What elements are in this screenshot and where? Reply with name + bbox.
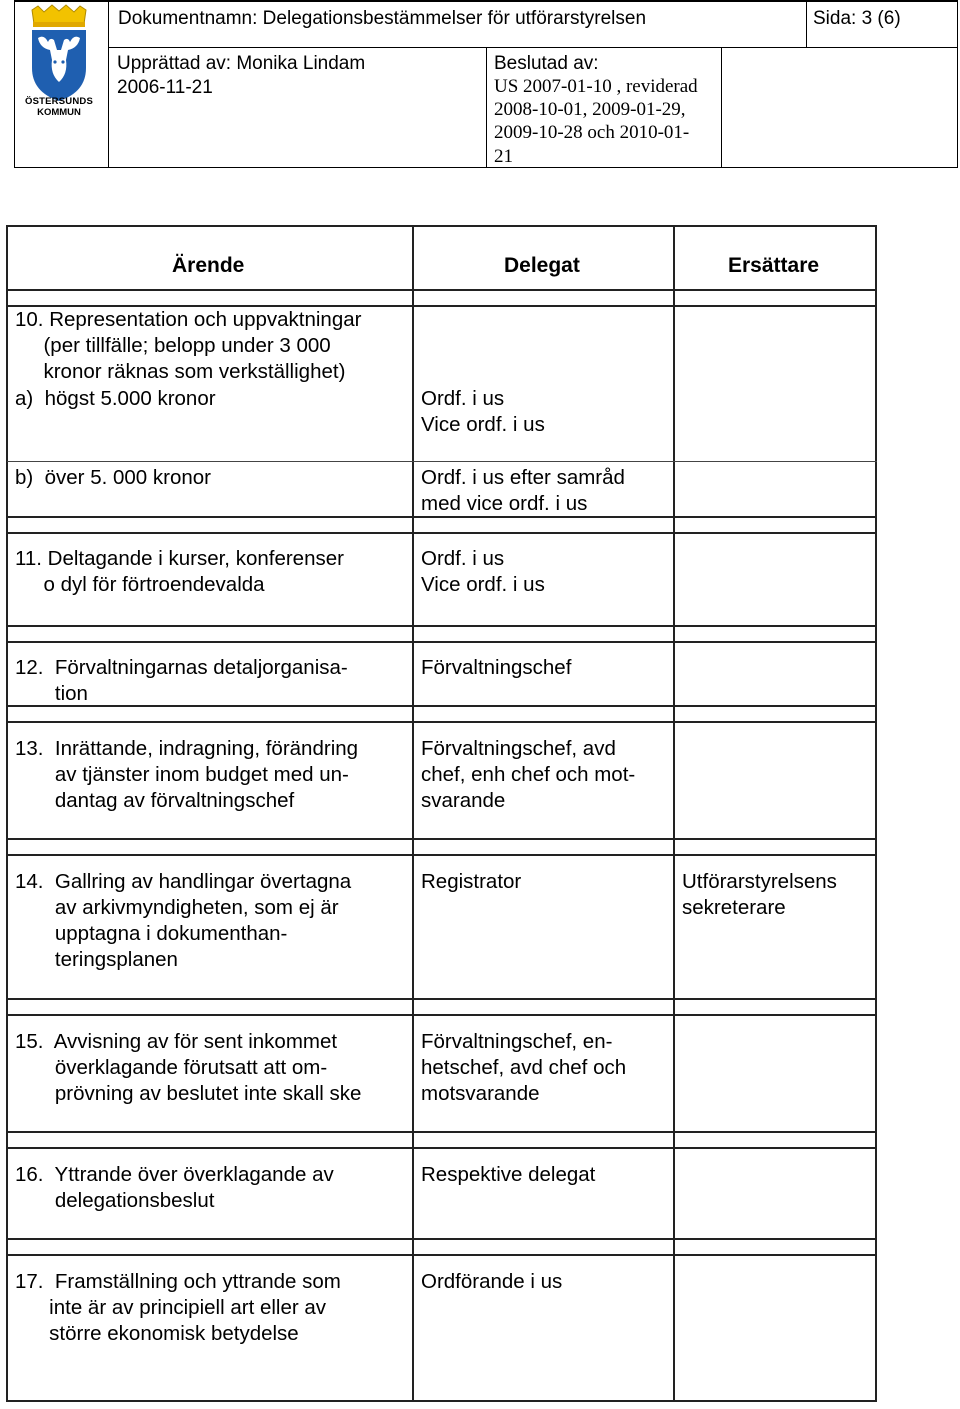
arende-text: tion (15, 682, 88, 705)
arende-text: av arkivmyndigheten, som ej är (15, 896, 339, 919)
arende-text: b) över 5. 000 kronor (15, 466, 211, 489)
arende-text: större ekonomisk betydelse (15, 1322, 299, 1345)
delegat-text: svarande (421, 789, 506, 812)
municipality-logo (24, 4, 94, 120)
arende-text: 14. Gallring av handlingar övertagna (15, 870, 352, 893)
arende-text: 17. Framställning och yttrande som (15, 1270, 341, 1293)
arende-text: kronor räknas som verkställighet) (15, 360, 346, 383)
delegat-text: Respektive delegat (421, 1163, 596, 1186)
delegat-text: hetschef, avd chef och (421, 1056, 627, 1079)
arende-text: 11. Deltagande i kurser, konferenser (15, 547, 344, 570)
delegat-text: Förvaltningschef, en- (421, 1030, 613, 1053)
row-separator (7, 1131, 877, 1149)
arende-text: av tjänster inom budget med un- (15, 763, 349, 786)
header-divider-logo (108, 0, 109, 168)
logo-text-1: ÖSTERSUNDS (25, 96, 93, 107)
col-header-arende: Ärende (172, 254, 245, 277)
header-divider-page (806, 0, 807, 48)
decided-line-3: 2009-10-28 och 2010-01- (494, 122, 690, 143)
delegat-text: chef, enh chef och mot- (421, 763, 636, 786)
delegat-text: med vice ordf. i us (421, 492, 588, 515)
delegat-text: Vice ordf. i us (421, 413, 545, 436)
arende-text: a) högst 5.000 kronor (15, 387, 216, 410)
logo-text-2: KOMMUN (37, 107, 81, 118)
col-divider-2 (673, 225, 675, 1402)
header-divider-right (721, 47, 722, 168)
arende-text: överklagande förutsatt att om- (15, 1056, 328, 1079)
row-separator (7, 998, 877, 1016)
arende-text: o dyl för förtroendevalda (15, 573, 265, 596)
header-border-left (14, 0, 15, 168)
header-divider-row (108, 47, 958, 48)
row-separator (7, 289, 877, 307)
coat-of-arms-icon (24, 4, 94, 104)
header-border-right (957, 0, 958, 168)
header-divider-mid (486, 47, 487, 168)
ersattare-text: Utförarstyrelsens (682, 870, 837, 893)
ersattare-text: sekreterare (682, 896, 786, 919)
delegat-text: Ordf. i us (421, 547, 505, 570)
arende-text: 15. Avvisning av för sent inkommet (15, 1030, 338, 1053)
decided-line-2: 2008-10-01, 2009-01-29, (494, 99, 686, 120)
delegat-text: Ordf. i us (421, 387, 505, 410)
header-border-top (14, 0, 958, 2)
arende-text: 12. Förvaltningarnas detaljorganisa- (15, 656, 348, 679)
arende-text: 10. Representation och uppvaktningar (15, 308, 362, 331)
delegat-text: Registrator (421, 870, 522, 893)
arende-text: 13. Inrättande, indragning, förändring (15, 737, 359, 760)
arende-text: delegationsbeslut (15, 1189, 215, 1212)
delegat-text: Vice ordf. i us (421, 573, 545, 596)
row-separator (7, 625, 877, 643)
row-separator (7, 705, 877, 723)
col-divider-1 (412, 225, 414, 1402)
arende-text: upptagna i dokumenthan- (15, 922, 288, 945)
col-header-ersattare: Ersättare (728, 254, 820, 277)
delegat-text: motsvarande (421, 1082, 540, 1105)
decided-line-1: US 2007-01-10 , reviderad (494, 76, 698, 97)
delegat-text: Ordförande i us (421, 1270, 563, 1293)
row-divider (7, 461, 877, 462)
arende-text: (per tillfälle; belopp under 3 000 (15, 334, 331, 357)
delegat-text: Förvaltningschef, avd (421, 737, 616, 760)
row-separator (7, 838, 877, 856)
decided-line-4: 21 (494, 146, 513, 167)
row-separator (7, 516, 877, 534)
page-number: Sida: 3 (6) (813, 8, 901, 29)
delegat-text: Ordf. i us efter samråd (421, 466, 625, 489)
row-separator (7, 1238, 877, 1256)
delegat-text: Förvaltningschef (421, 656, 572, 679)
prepared-date: 2006-11-21 (117, 77, 213, 98)
arende-text: inte är av principiell art eller av (15, 1296, 327, 1319)
arende-text: prövning av beslutet inte skall ske (15, 1082, 362, 1105)
prepared-by: Upprättad av: Monika Lindam (117, 53, 366, 74)
arende-text: 16. Yttrande över överklagande av (15, 1163, 334, 1186)
document-name: Dokumentnamn: Delegationsbestämmelser för utförarstyrelsen (118, 8, 647, 29)
arende-text: teringsplanen (15, 948, 178, 971)
decided-label: Beslutad av: (494, 53, 599, 74)
arende-text: dantag av förvaltningschef (15, 789, 295, 812)
col-header-delegat: Delegat (504, 254, 580, 277)
